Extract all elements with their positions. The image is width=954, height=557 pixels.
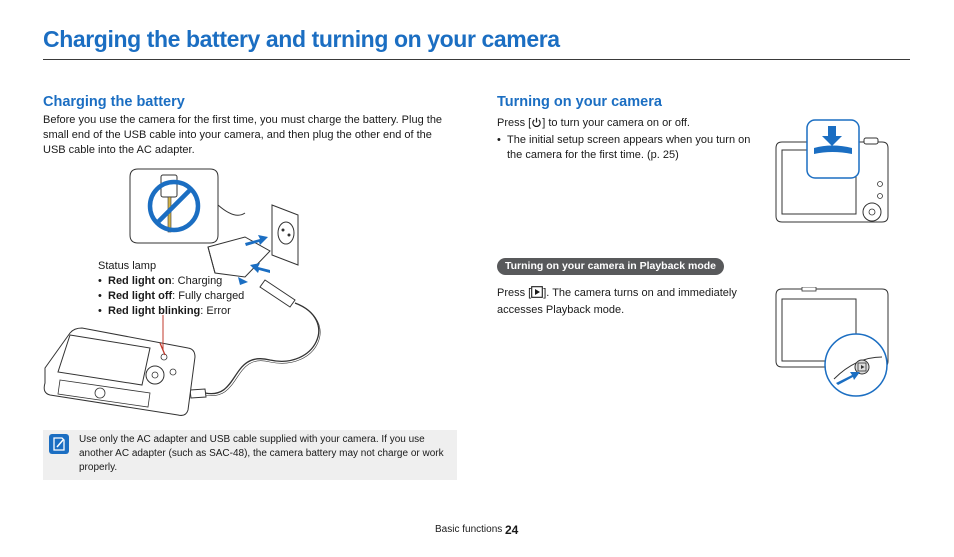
- camera-playback-illustration: [772, 287, 892, 402]
- wall-socket: [272, 205, 298, 265]
- setup-screen-note: • The initial setup screen appears when you turn on the camera for the first time. (p. 25): [497, 133, 762, 163]
- lamp-state-on: • Red light on: Charging: [98, 274, 268, 289]
- page-title: Charging the battery and turning on your camera: [43, 26, 560, 52]
- status-lamp-label: Status lamp: [98, 260, 157, 272]
- page-number: 24: [505, 523, 519, 537]
- charging-heading: Charging the battery: [43, 94, 185, 110]
- turning-on-text: [497, 116, 762, 163]
- status-lamp-list: [98, 274, 268, 319]
- camera-power-illustration: [772, 118, 892, 240]
- power-icon: [531, 117, 542, 133]
- turning-on-heading: Turning on your camera: [497, 94, 662, 110]
- camera-body: [44, 328, 195, 415]
- note-box: [43, 430, 457, 480]
- charging-intro: Before you use the camera for the first time, you must charge the battery. Plug the small end of the USB cable into your camera, and then plug the other end of the USB cable into the AC adapter.: [43, 114, 443, 156]
- status-lamp-legend: [98, 259, 268, 319]
- playback-instruction: Press [ ]. The camera turns on and immediately accesses Playback mode.: [497, 287, 737, 316]
- title-divider: [43, 59, 910, 60]
- playback-mode-label: Turning on your camera in Playback mode: [497, 258, 724, 275]
- lamp-state-blinking: • Red light blinking: Error: [98, 304, 268, 319]
- note-icon: [49, 434, 69, 454]
- note-text: Use only the AC adapter and USB cable supplied with your camera. If you use another AC adapter (such as SAC-48), the camera battery may not charge or work properly.: [79, 434, 444, 473]
- lamp-state-off: • Red light off: Fully charged: [98, 289, 268, 304]
- power-instruction: Press [ ] to turn your camera on or off.: [497, 116, 762, 133]
- footer-section: Basic functions: [435, 524, 503, 535]
- playback-icon: [531, 286, 543, 303]
